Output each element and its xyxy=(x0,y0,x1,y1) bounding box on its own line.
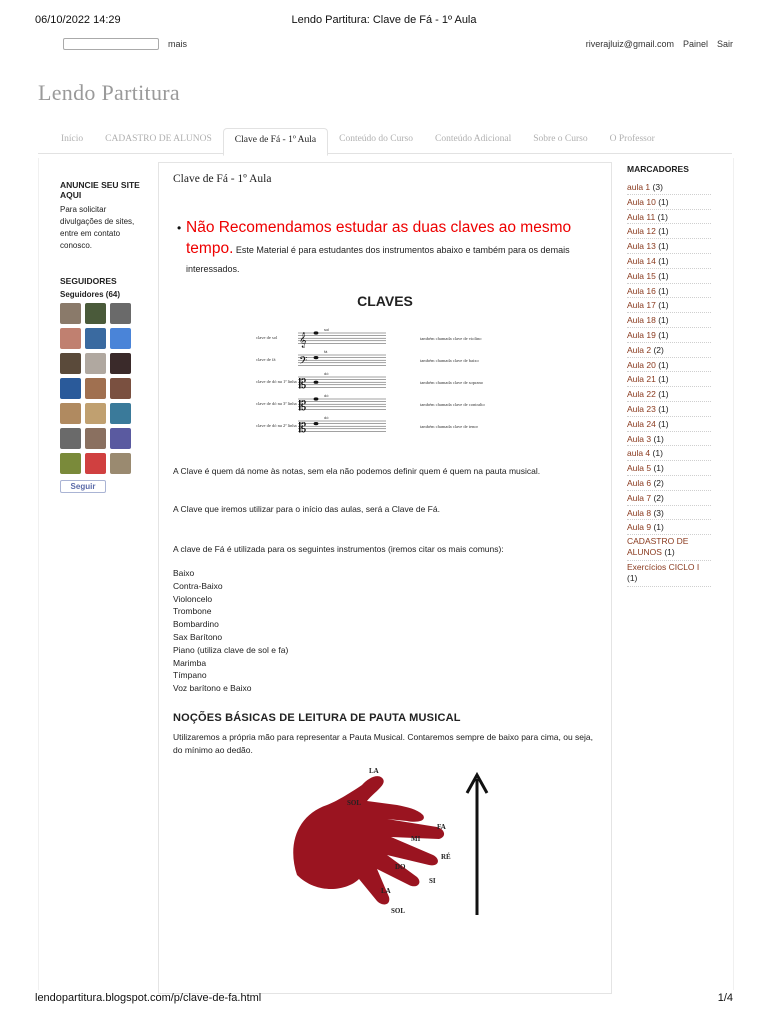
tab-inicio[interactable]: Início xyxy=(61,134,84,144)
label-item xyxy=(627,224,711,239)
hand-note-label: SI xyxy=(429,877,436,885)
clef-glyph: 𝄡 xyxy=(299,399,307,414)
label-count: (3) xyxy=(651,507,664,518)
tab-sobre-curso[interactable]: Sobre o Curso xyxy=(533,134,588,144)
follower-avatar[interactable] xyxy=(85,378,106,399)
staff-left-label: clave de dó na 3ª linha xyxy=(256,401,297,406)
label-link[interactable]: Aula 6 xyxy=(627,477,652,488)
label-link[interactable]: Aula 14 xyxy=(627,255,656,266)
follow-button[interactable]: Seguir xyxy=(60,480,106,493)
left-sidebar xyxy=(60,180,140,493)
follower-avatar[interactable] xyxy=(110,353,131,374)
label-link[interactable]: Aula 23 xyxy=(627,403,656,414)
staff-row xyxy=(256,415,478,436)
label-item xyxy=(627,387,711,402)
print-header xyxy=(0,14,768,30)
label-count: (1) xyxy=(655,359,669,370)
staff-left-label: clave de dó na 1ª linha xyxy=(256,379,297,384)
label-link[interactable]: aula 1 xyxy=(627,182,651,192)
label-link[interactable]: Aula 11 xyxy=(627,211,656,222)
staff-right-label: também chamada clave de soprano xyxy=(420,380,483,385)
hand-note-label: DO xyxy=(395,863,406,871)
tab-professor[interactable]: O Professor xyxy=(609,134,655,144)
label-item xyxy=(627,210,711,225)
post-title: Clave de Fá - 1º Aula xyxy=(173,173,272,185)
list-item: Marimba xyxy=(173,657,207,668)
label-count: (1) xyxy=(655,285,669,296)
follower-avatar[interactable] xyxy=(60,378,81,399)
staff-left-label: clave de dó na 2ª linha xyxy=(256,423,297,428)
list-item: Contra-Baixo xyxy=(173,580,223,591)
label-item xyxy=(627,476,711,491)
label-count: (1) xyxy=(655,241,669,252)
staff-left-label: clave de sol xyxy=(256,335,278,340)
paragraph-instrumentos: A clave de Fá é utilizada para os seguintes instrumentos (iremos citar os mais comuns): xyxy=(173,544,504,554)
label-link[interactable]: Aula 20 xyxy=(627,359,656,370)
hand-note-label: SOL xyxy=(391,907,406,915)
staff-right-label: também chamada clave de contralto xyxy=(420,402,485,407)
label-item xyxy=(627,432,711,447)
label-count: (1) xyxy=(651,522,664,533)
bullet-dot: • xyxy=(177,221,182,235)
label-link[interactable]: Aula 17 xyxy=(627,300,656,311)
follower-avatar[interactable] xyxy=(85,328,106,349)
label-count: (1) xyxy=(661,547,675,558)
label-link[interactable]: Aula 22 xyxy=(627,389,656,400)
list-item: Violoncelo xyxy=(173,593,213,604)
label-link[interactable]: Aula 21 xyxy=(627,374,656,385)
hand-note-label: FA xyxy=(437,823,446,831)
label-item xyxy=(627,417,711,432)
clefs-staff-image xyxy=(254,325,516,437)
follower-avatar[interactable] xyxy=(85,428,106,449)
staff-right-label: também chamada clave de baixo xyxy=(420,358,479,363)
label-link[interactable]: Aula 8 xyxy=(627,507,652,518)
list-item: Bombardino xyxy=(173,619,219,630)
label-count: (1) xyxy=(655,270,669,281)
hand-staff-image xyxy=(277,765,507,925)
label-item xyxy=(627,313,711,328)
panel-link[interactable]: Painel xyxy=(682,39,708,49)
label-link[interactable]: Aula 16 xyxy=(627,285,656,296)
label-link[interactable]: Aula 18 xyxy=(627,315,656,326)
label-count: (3) xyxy=(650,182,663,192)
staff-note-label: dó xyxy=(324,415,329,420)
hand-note-label: LA xyxy=(369,767,379,775)
clef-glyph: 𝄞 xyxy=(299,333,307,348)
instrument-list xyxy=(173,567,288,695)
logout-link[interactable]: Sair xyxy=(716,39,733,49)
label-item xyxy=(627,195,711,210)
label-item xyxy=(627,372,711,387)
list-item: Sax Barítono xyxy=(173,631,223,642)
followers-avatar-grid xyxy=(60,303,140,474)
staff-row xyxy=(256,371,484,392)
post xyxy=(158,162,612,994)
print-footer xyxy=(0,992,768,1008)
label-count: (2) xyxy=(651,344,664,355)
labels-list xyxy=(627,180,711,587)
followers-count[interactable]: Seguidores (64) xyxy=(60,290,121,299)
follower-avatar[interactable] xyxy=(110,428,131,449)
label-link[interactable]: Aula 10 xyxy=(627,196,656,207)
label-link[interactable]: Aula 5 xyxy=(627,463,652,474)
label-link[interactable]: Aula 12 xyxy=(627,226,656,237)
follower-avatar[interactable] xyxy=(110,328,131,349)
staff-note xyxy=(314,331,319,334)
blog-title[interactable]: Lendo Partitura xyxy=(38,80,180,105)
label-count: (1) xyxy=(655,196,669,207)
follower-avatar[interactable] xyxy=(85,403,106,424)
staff-row xyxy=(256,327,482,348)
staff-left-label: clave de fá xyxy=(256,357,276,362)
label-link[interactable]: Aula 24 xyxy=(627,418,656,429)
label-item xyxy=(627,180,711,195)
label-count: (1) xyxy=(655,226,669,237)
label-item xyxy=(627,284,711,299)
hand-note-label: LA xyxy=(381,887,391,895)
blogger-navbar xyxy=(35,36,733,54)
label-item xyxy=(627,269,711,284)
paragraph-clave: A Clave é quem dá nome às notas, sem ela não podemos definir quem é quem na pauta musical. xyxy=(173,466,541,476)
right-sidebar xyxy=(627,164,711,587)
follower-avatar[interactable] xyxy=(60,453,81,474)
label-link[interactable]: Aula 19 xyxy=(627,329,656,340)
hand-note-label: RÉ xyxy=(441,853,451,861)
label-count: (1) xyxy=(655,211,668,222)
label-link[interactable]: CADASTRO DE ALUNOS xyxy=(627,536,689,558)
label-link[interactable]: Aula 9 xyxy=(627,522,652,533)
claves-heading: CLAVES xyxy=(357,293,413,309)
follower-avatar[interactable] xyxy=(60,353,81,374)
print-page-number: 1/4 xyxy=(717,992,733,1004)
staff-note xyxy=(314,356,319,359)
label-item xyxy=(627,506,711,521)
label-count: (1) xyxy=(627,573,638,584)
follower-avatar[interactable] xyxy=(110,403,131,424)
label-item xyxy=(627,446,711,461)
list-item: Baixo xyxy=(173,568,195,578)
label-count: (2) xyxy=(651,492,664,503)
label-item xyxy=(627,239,711,254)
staff-right-label: também chamada clave de violino xyxy=(420,336,482,341)
clef-glyph: 𝄡 xyxy=(299,377,307,392)
label-item xyxy=(627,402,711,417)
label-item xyxy=(627,461,711,476)
print-url: lendopartitura.blogspot.com/p/clave-de-fa.html xyxy=(35,992,262,1004)
label-item xyxy=(627,561,711,587)
staff-row xyxy=(256,349,479,370)
label-count: (1) xyxy=(655,315,669,326)
staff-note xyxy=(314,397,319,400)
follower-avatar[interactable] xyxy=(110,303,131,324)
tab-clave-de-fa[interactable]: Clave de Fá - 1º Aula xyxy=(223,128,328,156)
warning-note: Este Material é para estudantes dos instrumentos abaixo e também para os demais interessados. xyxy=(186,245,570,274)
label-count: (1) xyxy=(650,448,663,459)
label-link[interactable]: Exercícios CICLO I xyxy=(627,562,700,573)
follower-avatar[interactable] xyxy=(60,428,81,449)
label-count: (1) xyxy=(651,463,664,474)
list-item: Piano (utiliza clave de sol e fa) xyxy=(173,644,289,655)
clef-glyph: 𝄡 xyxy=(299,421,307,436)
follower-avatar[interactable] xyxy=(60,328,81,349)
follower-avatar[interactable] xyxy=(110,453,131,474)
staff-note-label: dó xyxy=(324,371,329,376)
follower-avatar[interactable] xyxy=(85,353,106,374)
clef-glyph: 𝄢 xyxy=(299,355,308,370)
label-link[interactable]: Aula 13 xyxy=(627,241,656,252)
label-item xyxy=(627,328,711,343)
list-item: Tímpano xyxy=(173,670,207,681)
follower-avatar[interactable] xyxy=(60,403,81,424)
print-page-title: Lendo Partitura: Clave de Fá - 1º Aula xyxy=(291,14,477,26)
ad-widget-text: Para solicitar divulgações de sites, entre em contato conosco. xyxy=(60,205,135,250)
label-count: (1) xyxy=(655,374,669,385)
staff-right-label: também chamada clave de tenor xyxy=(420,424,478,429)
warning-bullet xyxy=(177,217,596,277)
user-email: riverajluiz@gmail.com xyxy=(585,39,674,49)
staff-note-label: dó xyxy=(324,393,329,398)
label-count: (2) xyxy=(651,477,664,488)
label-count: (1) xyxy=(655,329,669,340)
hand-note-label: MI xyxy=(411,835,421,843)
follower-avatar[interactable] xyxy=(85,303,106,324)
label-link[interactable]: Aula 3 xyxy=(627,433,652,444)
label-count: (1) xyxy=(655,389,669,400)
label-item xyxy=(627,298,711,313)
tab-cadastro[interactable]: CADASTRO DE ALUNOS xyxy=(105,134,212,144)
ad-widget-title: ANUNCIE SEU SITE AQUI xyxy=(60,180,140,200)
follower-avatar[interactable] xyxy=(60,303,81,324)
label-item xyxy=(627,520,711,535)
label-link[interactable]: aula 4 xyxy=(627,448,651,459)
paragraph-mao: Utilizaremos a própria mão para representar a Pauta Musical. Contaremos sempre de baixo para cima, ou seja, do mínimo ao dedão. xyxy=(173,732,594,755)
label-count: (1) xyxy=(655,300,669,311)
label-item xyxy=(627,491,711,506)
tab-conteudo-adicional[interactable]: Conteúdo Adicional xyxy=(435,134,512,144)
print-datetime: 06/10/2022 14:29 xyxy=(35,14,121,26)
follower-avatar[interactable] xyxy=(110,378,131,399)
section-heading: NOÇÕES BÁSICAS DE LEITURA DE PAUTA MUSICAL xyxy=(173,712,461,724)
label-item xyxy=(627,358,711,373)
followers-title: SEGUIDORES xyxy=(60,276,117,286)
list-item: Trombone xyxy=(173,606,212,617)
label-count: (1) xyxy=(655,418,669,429)
more-link[interactable]: mais xyxy=(168,39,188,49)
follower-avatar[interactable] xyxy=(85,453,106,474)
label-count: (1) xyxy=(651,433,664,444)
labels-widget-title: MARCADORES xyxy=(627,164,689,174)
staff-note xyxy=(314,381,319,384)
hand-note-label: SOL xyxy=(347,799,362,807)
staff-note-label: sol xyxy=(324,327,330,332)
staff-note xyxy=(314,422,319,425)
label-link[interactable]: Aula 7 xyxy=(627,492,652,503)
label-count: (1) xyxy=(655,403,669,414)
label-item xyxy=(627,535,711,561)
paragraph-clave-fa: A Clave que iremos utilizar para o início das aulas, será a Clave de Fá. xyxy=(173,504,440,514)
label-item xyxy=(627,254,711,269)
tab-conteudo-curso[interactable]: Conteúdo do Curso xyxy=(339,134,413,144)
warning-text: Não Recomendamos estudar as duas claves ao mesmo tempo. xyxy=(186,219,572,257)
staff-row xyxy=(256,393,485,414)
staff-note-label: fá xyxy=(324,349,328,354)
search-input[interactable] xyxy=(63,38,159,50)
label-count: (1) xyxy=(655,255,669,266)
navbar-account xyxy=(586,39,733,49)
list-item: Voz barítono e Baixo xyxy=(173,683,252,694)
label-link[interactable]: Aula 2 xyxy=(627,344,652,355)
label-item xyxy=(627,343,711,358)
label-link[interactable]: Aula 15 xyxy=(627,270,656,281)
page-tabs xyxy=(50,128,666,154)
